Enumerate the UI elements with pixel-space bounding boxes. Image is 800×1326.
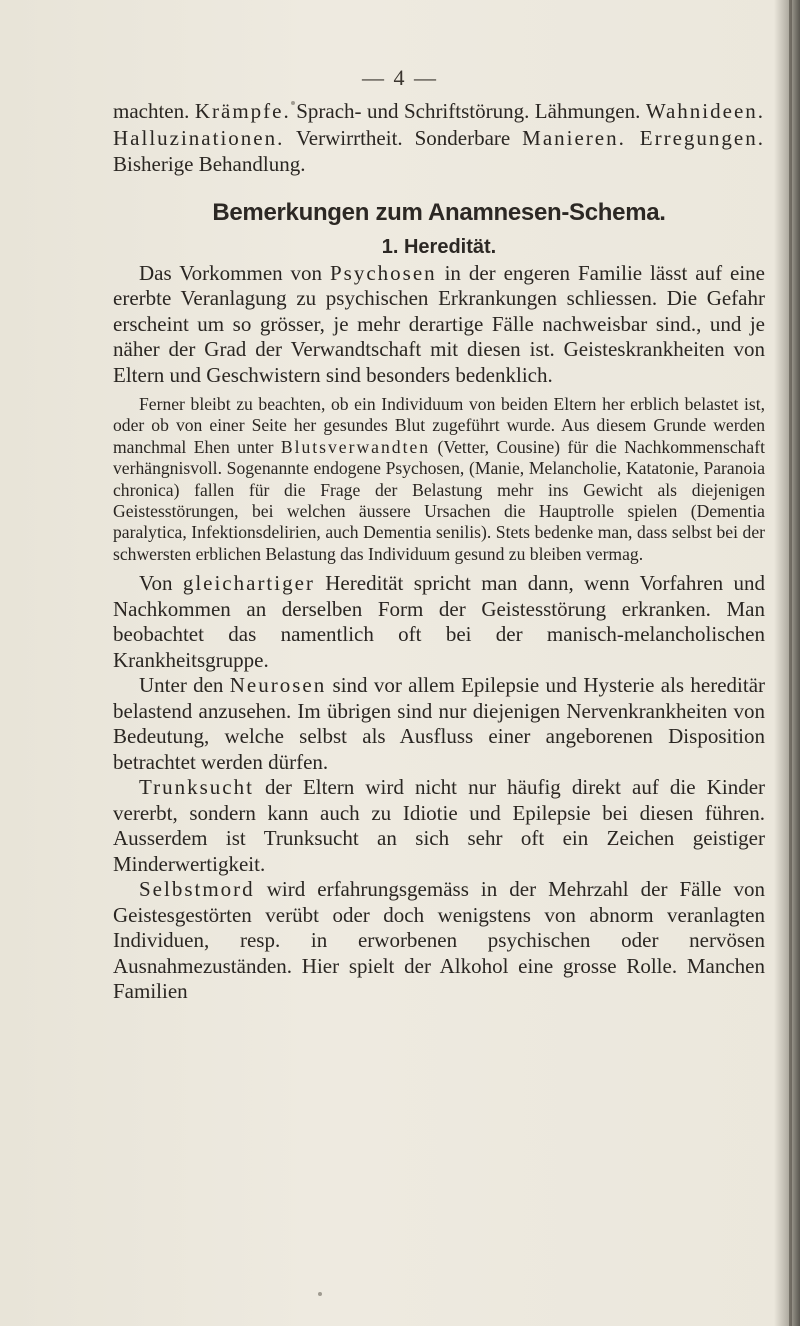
intro-emphasis: Wahnideen. Halluzinationen.	[113, 99, 766, 150]
paragraph-text: der Eltern wird nicht nur häufig direkt auf die Kinder vererbt, sondern kann auch zu Idiotie und Epilepsie bei diesen führen. Ausserdem ist Trunksucht an sich sehr oft ein Zeichen geistiger Minderwertigkeit.	[113, 775, 766, 876]
paragraph-neurosen	[113, 673, 765, 775]
page-text	[113, 98, 765, 1005]
emphasis-term: Selbstmord	[139, 877, 255, 902]
paragraph-text: Unter den	[139, 673, 224, 698]
paragraph-text: sind vor allem Epilepsie und Hysterie als hereditär belastend anzusehen. Im übrigen sind nur diejenigen Nervenkrankheiten von Bedeutung, welche selbst als Ausfluss einer angeborenen Disposition betrachtet werden dürfen.	[113, 673, 766, 774]
paper-speck	[318, 1292, 322, 1296]
page-edge-shadow	[774, 0, 800, 1326]
emphasis-term: Blutsverwandten	[280, 436, 431, 457]
paragraph-psychosen	[113, 261, 765, 389]
paragraph-text: wird erfahrungsgemäss in der Mehrzahl der Fälle von Geistesgestörten verübt oder doch wenigstens von abnorm veranlagten Individuen, resp. in erworbenen psychischen oder nervösen Ausnahmezuständen. Hier spielt der Alkohol eine grosse Rolle. Manchen Familien	[113, 877, 766, 1004]
subsection-heading: 1. Heredität.	[381, 235, 497, 258]
emphasis-term: Neurosen	[229, 673, 327, 698]
paragraph-small-print	[113, 394, 765, 565]
page-number: — 4 —	[362, 65, 438, 90]
emphasis-term: Trunksucht	[139, 775, 254, 800]
paragraph-text: in der engeren Familie lässt auf eine ererbte Veranlagung zu psychischen Erkrankungen schliessen. Die Gefahr erscheint um so grösser, je mehr derartige Fälle nachweisbar sind., und je näher der Grad der Verwandtschaft mit diesen ist. Geisteskrankheiten von Eltern und Geschwistern sind besonders bedenklich.	[113, 260, 765, 387]
book-spine-edge	[789, 0, 792, 1326]
paragraph-selbstmord	[113, 877, 765, 1005]
intro-text: Verwirrtheit. Sonderbare	[295, 125, 511, 150]
paragraph-text: Von	[139, 571, 173, 596]
intro-emphasis: Manieren. Erregungen.	[522, 125, 766, 150]
intro-text: machten.	[113, 99, 190, 123]
section-heading: Bemerkungen zum Anamnesen-Schema.	[212, 198, 666, 226]
paragraph-gleichartige-heredität	[113, 571, 765, 673]
intro-paragraph	[113, 98, 765, 178]
paragraph-text: Heredität spricht man dann, wenn Vorfahren und Nachkommen an derselben Form der Geistesstörung erkranken. Man beobachtet das namentlich oft bei der manisch-melancholischen Krankheitsgruppe.	[113, 571, 765, 672]
paragraph-trunksucht	[113, 775, 765, 877]
paragraph-text: Das Vorkommen von	[139, 260, 323, 285]
emphasis-term: gleichartiger	[182, 571, 315, 596]
paragraph-text: Ferner bleibt zu beachten, ob ein Individuum von beiden Eltern her erblich belastet ist, oder ob von einer Seite her gesundes Blut zugeführt wurde. Aus diesem Grunde werden manchmal Ehen unter	[113, 394, 765, 457]
intro-text: Bisherige Behandlung.	[113, 152, 306, 176]
intro-emphasis: Krämpfe.	[194, 99, 291, 123]
intro-text: Sprach- und Schriftstörung. Lähmungen.	[296, 99, 641, 123]
paragraph-text: (Vetter, Cousine) für die Nachkommenschaft verhängnisvoll. Sogenannte endogene Psychosen, (Manie, Melancholie, Katatonie, Paranoia chronica) fallen für die Frage der Belastung mehr ins Gewicht als diejenigen Geistesstörungen, bei welchen äussere Ursachen die Hauptrolle spielen (Dementia paralytica, Infektionsdelirien, auch Dementia senilis). Stets bedenke man, dass selbst bei der schwersten erblichen Belastung das Individuum gesund zu bleiben vermag.	[113, 436, 765, 564]
emphasis-term: Psychosen	[329, 260, 437, 285]
